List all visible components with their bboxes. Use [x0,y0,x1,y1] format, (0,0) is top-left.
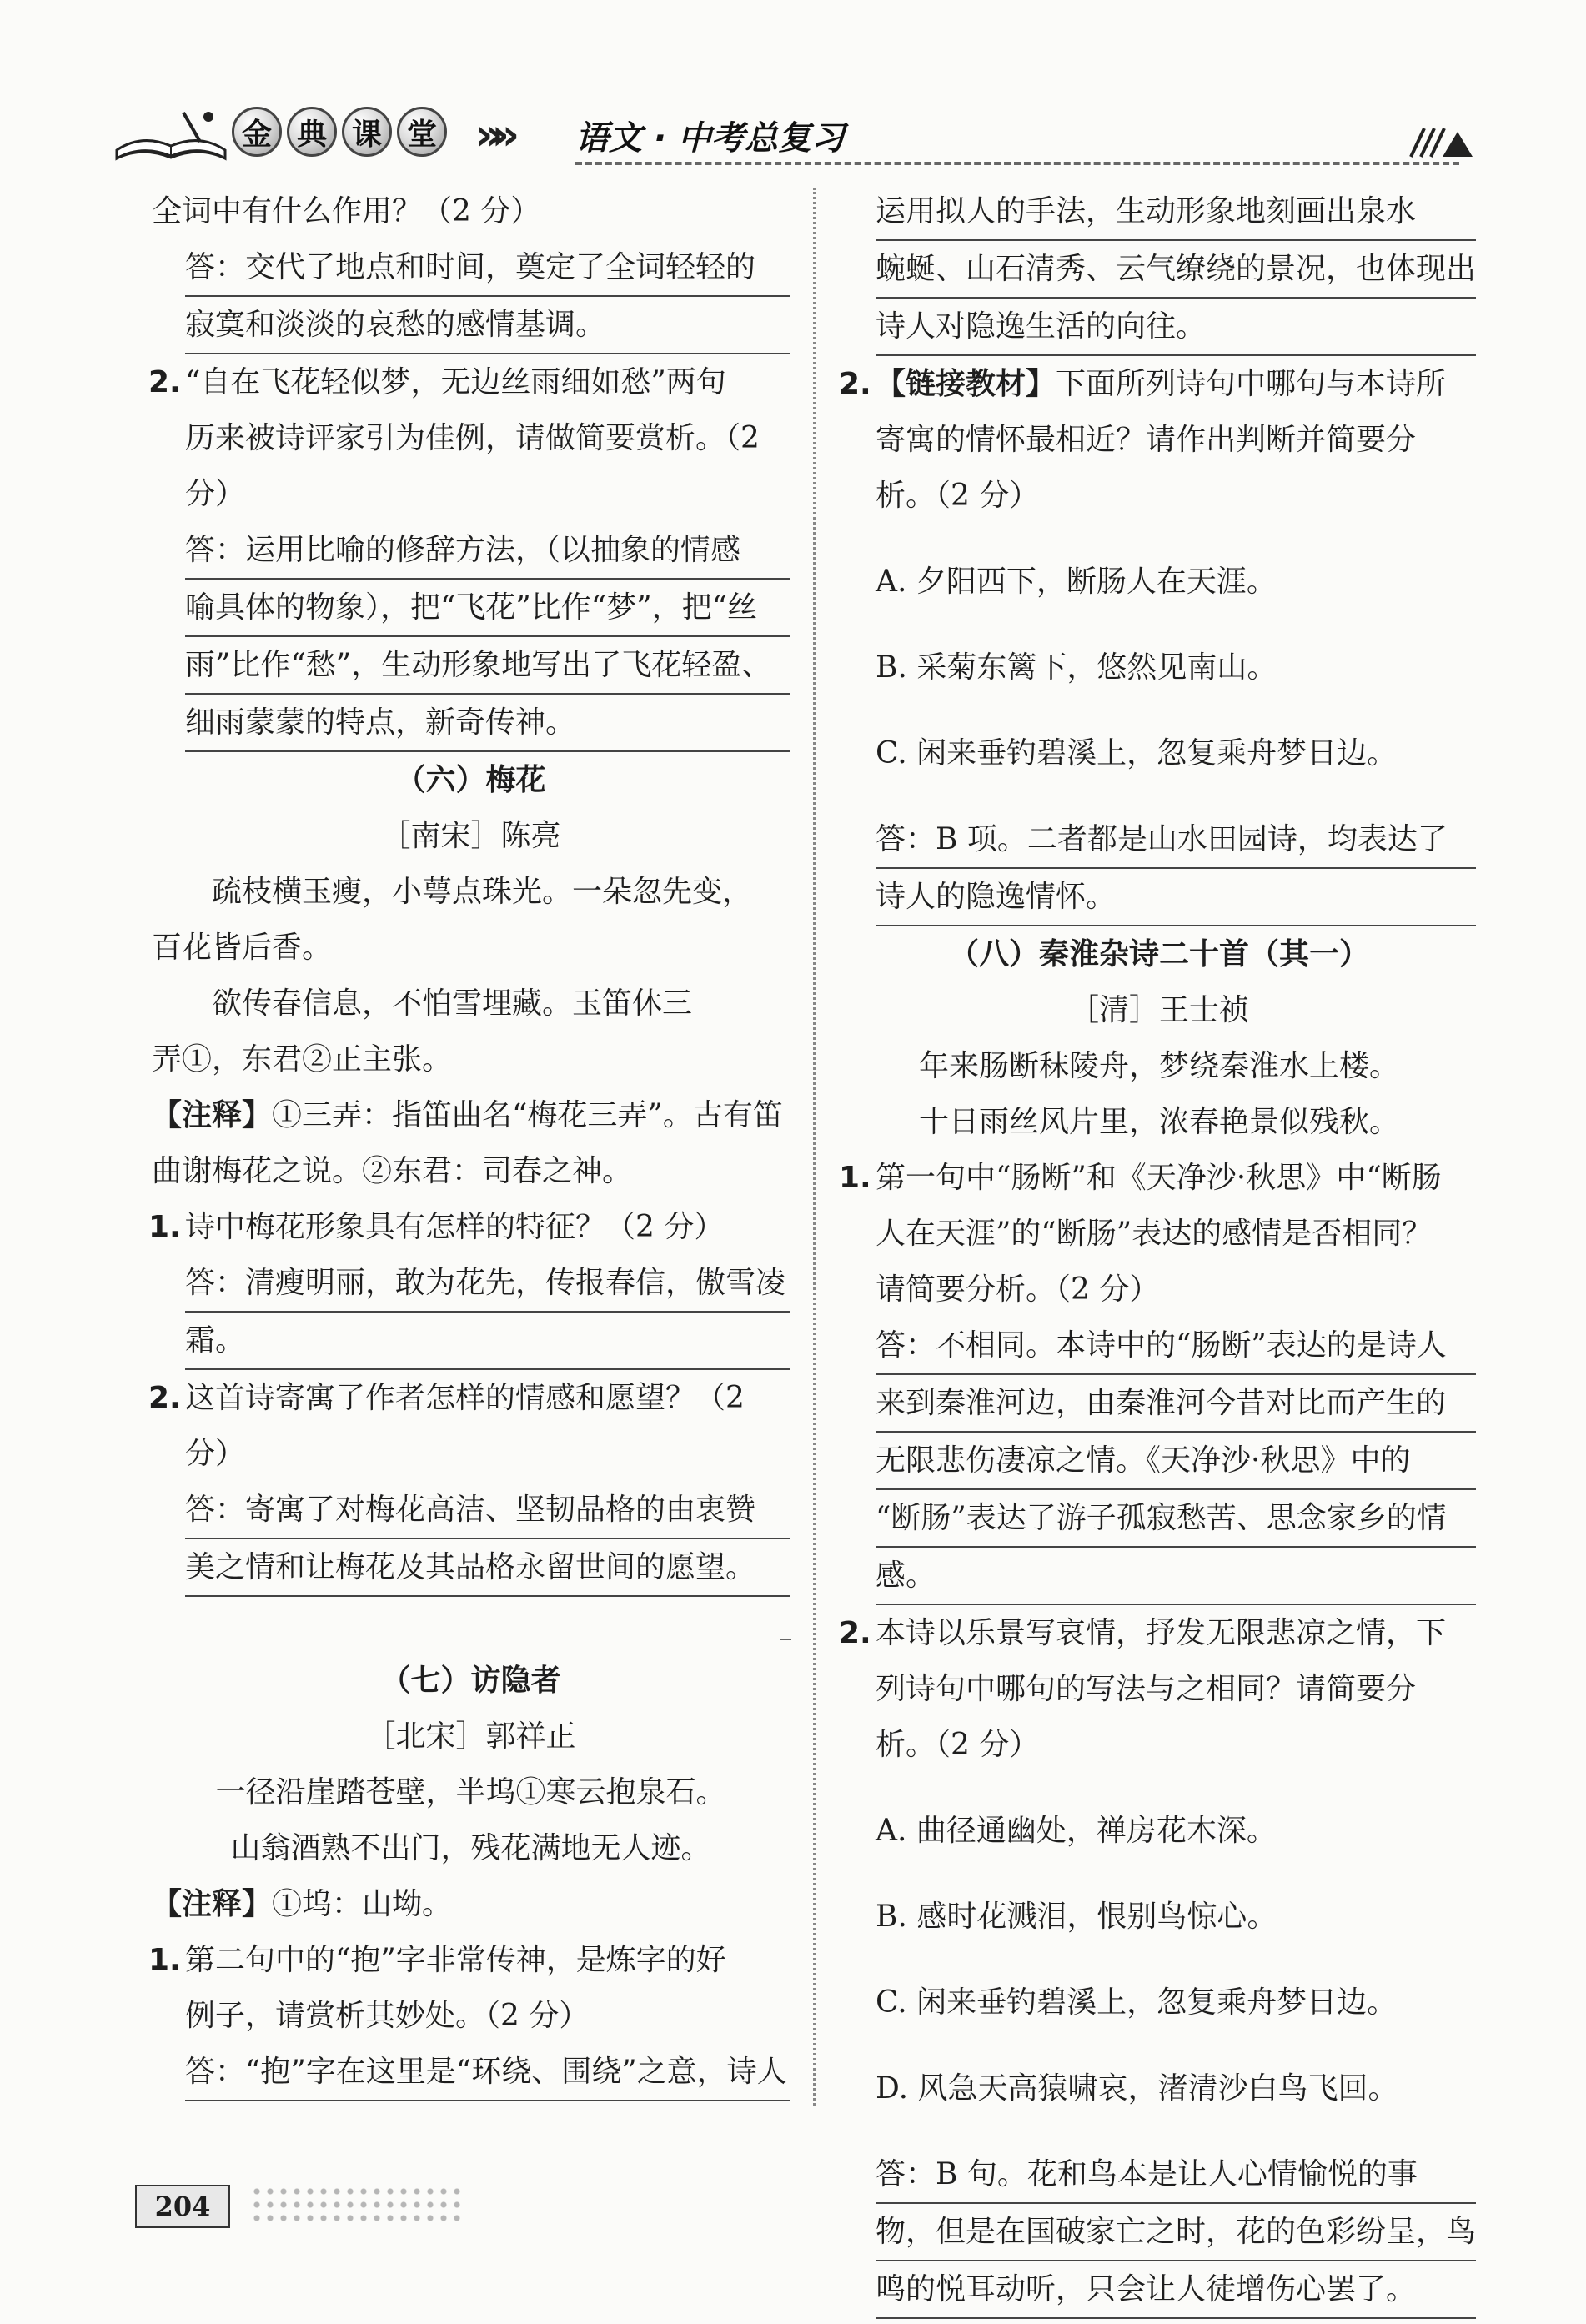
brand-char: 金 [232,107,282,157]
option-b: B. 感时花溅泪，恨别鸟惊心。 [876,1900,1277,1934]
answer-line: 雨”比作“愁”，生动形象地写出了飞花轻盈、 [185,637,790,695]
brand-logo [232,107,447,157]
question-text: 全词中有什么作用？（2 分） [152,194,541,228]
question-line: 第一句中“肠断”和《天净沙·秋思》中“断肠 [876,1161,1442,1195]
question-number: 2. [148,365,181,399]
dot-pattern [250,2185,467,2226]
answer-line: 答：不相同。本诗中的“肠断”表达的是诗人 [876,1318,1476,1375]
poem-line: 山翁酒熟不出门，残花满地无人迹。 [230,1831,711,1865]
dash-mark [780,1639,791,1640]
brand-char: 课 [342,107,392,157]
option-b: B. 采菊东篱下，悠然见南山。 [876,650,1277,685]
answer-line: 感。 [876,1548,1476,1605]
question-line [876,356,1476,412]
note-heading: 【注释】 [152,1887,273,1921]
answer [842,811,1476,926]
answer-line: 答：B 项。二者都是山水田园诗，均表达了 [876,811,1476,869]
answer-line: 来到秦淮河边，由秦淮河今昔对比而产生的 [876,1375,1476,1433]
question-line: 寄寓的情怀最相近？请作出判断并简要分 [876,423,1417,457]
answer-line: 霜。 [185,1313,790,1370]
question-line: 分） [185,477,246,511]
answer-line: “断肠”表达了游子孤寂愁苦、思念家乡的情 [876,1490,1476,1548]
poem-author: ［南宋］陈亮 [380,819,561,853]
answer-line: 答：寄寓了对梅花高洁、坚韧品格的由衷赞 [185,1482,790,1539]
question-line: 第二句中的“抱”字非常传神，是炼字的好 [185,1943,726,1977]
header-dashed-line [575,162,1459,165]
answer-line: 美之情和让梅花及其品格永留世间的愿望。 [185,1539,790,1597]
answer-line: 答：B 句。花和鸟本是让人心情愉悦的事 [876,2146,1476,2204]
question-text: 下面所列诗句中哪句与本诗所 [1056,367,1447,401]
question-1 [148,1199,790,1255]
spacer [152,1597,790,1653]
poem-line: 弄①，东君②正主张。 [152,1042,453,1077]
question-line: 诗中梅花形象具有怎样的特征？（2 分） [185,1210,725,1244]
question-line: 析。（2 分） [876,1728,1040,1762]
answer-line: 寂寞和淡淡的哀愁的感情基调。 [185,297,790,354]
poem-line: 百花皆后香。 [152,931,333,965]
answer [842,1318,1476,1605]
question-number: 1. [148,1943,181,1977]
question-line: 人在天涯”的“断肠”表达的感情是否相同？ [876,1217,1433,1251]
poem-line: 欲传春信息，不怕雪埋藏。玉笛休三 [212,986,693,1021]
question-line: 历来被诗评家引为佳例，请做简要赏析。（2 [185,421,760,455]
answer-line: 蜿蜒、山石清秀、云气缭绕的景况，也体现出 [876,241,1476,299]
answer [152,1482,790,1597]
question-line: 分） [185,1437,246,1471]
page-number: 204 [135,2185,230,2228]
answer-line: 诗人的隐逸情怀。 [876,869,1476,926]
poem-line: 一径沿崖踏苍壁，半坞①寒云抱泉石。 [215,1775,726,1810]
answer [152,1255,790,1370]
question-line: 例子，请赏析其妙处。（2 分） [185,1999,590,2033]
poem-title: （七）访隐者 [380,1664,561,1698]
slash-triangle-icon [1409,125,1476,158]
answer-line: 答：运用比喻的修辞方法，（以抽象的情感 [185,522,790,580]
question-line: 列诗句中哪句的写法与之相同？请简要分 [876,1672,1417,1706]
poem-author: ［北宋］郭祥正 [365,1719,576,1754]
answer-continued [842,183,1476,356]
poem-title: （八）秦淮杂诗二十首（其一） [948,937,1369,971]
brand-char: 典 [287,107,337,157]
page-header [108,100,1476,175]
answer [152,522,790,752]
question-2 [148,1370,790,1482]
answer-line: 鸣的悦耳动听，只会让人徒增伤心罢了。 [876,2261,1476,2319]
answer-line: 喻具体的物象），把“飞花”比作“梦”，把“丝 [185,580,790,637]
note-text: ①三弄：指笛曲名“梅花三弄”。古有笛 [272,1098,783,1132]
right-column [839,183,1477,2319]
book-icon [108,104,233,167]
answer-line: 细雨蒙蒙的特点，新奇传神。 [185,695,790,752]
column-divider [813,188,816,2106]
question-2 [839,356,1476,524]
question-1 [839,1150,1476,1318]
answer-line: 诗人对隐逸生活的向往。 [876,299,1476,356]
question-line: 本诗以乐景写哀情，抒发无限悲凉之情，下 [876,1616,1447,1650]
option-a: A. 夕阳西下，断肠人在天涯。 [876,565,1277,599]
poem-line: 年来肠断秣陵舟，梦绕秦淮水上楼。 [918,1049,1399,1083]
poem-line: 疏枝横玉瘦，小萼点珠光。一朵忽先变， [212,875,753,909]
question-line: 析。（2 分） [876,479,1040,513]
question-number: 2. [148,1381,181,1415]
option-c: C. 闲来垂钓碧溪上，忽复乘舟梦日边。 [876,1985,1398,2020]
question-line: “自在飞花轻似梦，无边丝雨细如愁”两句 [185,365,726,399]
brand-char: 堂 [397,107,447,157]
question-1 [148,1932,790,2044]
note-text: ①坞：山坳。 [272,1887,453,1921]
answer [152,239,790,354]
answer-line: 无限悲伤凄凉之情。《天净沙·秋思》中的 [876,1433,1476,1490]
option-d: D. 风急天高猿啸哀，渚清沙白鸟飞回。 [876,2071,1398,2106]
left-column [148,183,790,2101]
answer-line: 答：“抱”字在这里是“环绕、围绕”之意，诗人 [185,2044,790,2101]
option-a: A. 曲径通幽处，禅房花木深。 [876,1814,1277,1848]
answer-line: 运用拟人的手法，生动形象地刻画出泉水 [876,183,1476,241]
question-number: 2. [839,1616,871,1650]
note [152,1087,790,1143]
answer [152,2044,790,2101]
answer [842,2146,1476,2319]
question-line: 这首诗寄寓了作者怎样的情感和愿望？（2 [185,1381,745,1415]
poem-author: ［清］王士祯 [1068,993,1249,1027]
answer-line: 物，但是在国破家亡之时，花的色彩纷呈，鸟 [876,2204,1476,2261]
poem-line: 十日雨丝风片里，浓春艳景似残秋。 [918,1105,1399,1139]
subject-title: 语文 · 中考总复习 [575,119,846,158]
note-heading: 【注释】 [152,1098,273,1132]
double-arrow-icon: »» [475,110,509,160]
note [152,1876,790,1932]
question-2 [839,1605,1476,1773]
option-c: C. 闲来垂钓碧溪上，忽复乘舟梦日边。 [876,736,1398,770]
poem-title: （六）梅花 [395,763,546,797]
answer-line: 答：交代了地点和时间，奠定了全词轻轻的 [185,239,790,297]
link-textbook-tag: 【链接教材】 [876,367,1056,401]
question-2 [148,354,790,522]
question-number: 1. [148,1210,181,1244]
answer-line: 答：清瘦明丽，敢为花先，传报春信，傲雪凌 [185,1255,790,1313]
note-text: 曲谢梅花之说。②东君：司春之神。 [152,1154,633,1188]
question-number: 1. [839,1161,871,1195]
question-number: 2. [839,367,871,401]
question-line: 请简要分析。（2 分） [876,1272,1160,1307]
